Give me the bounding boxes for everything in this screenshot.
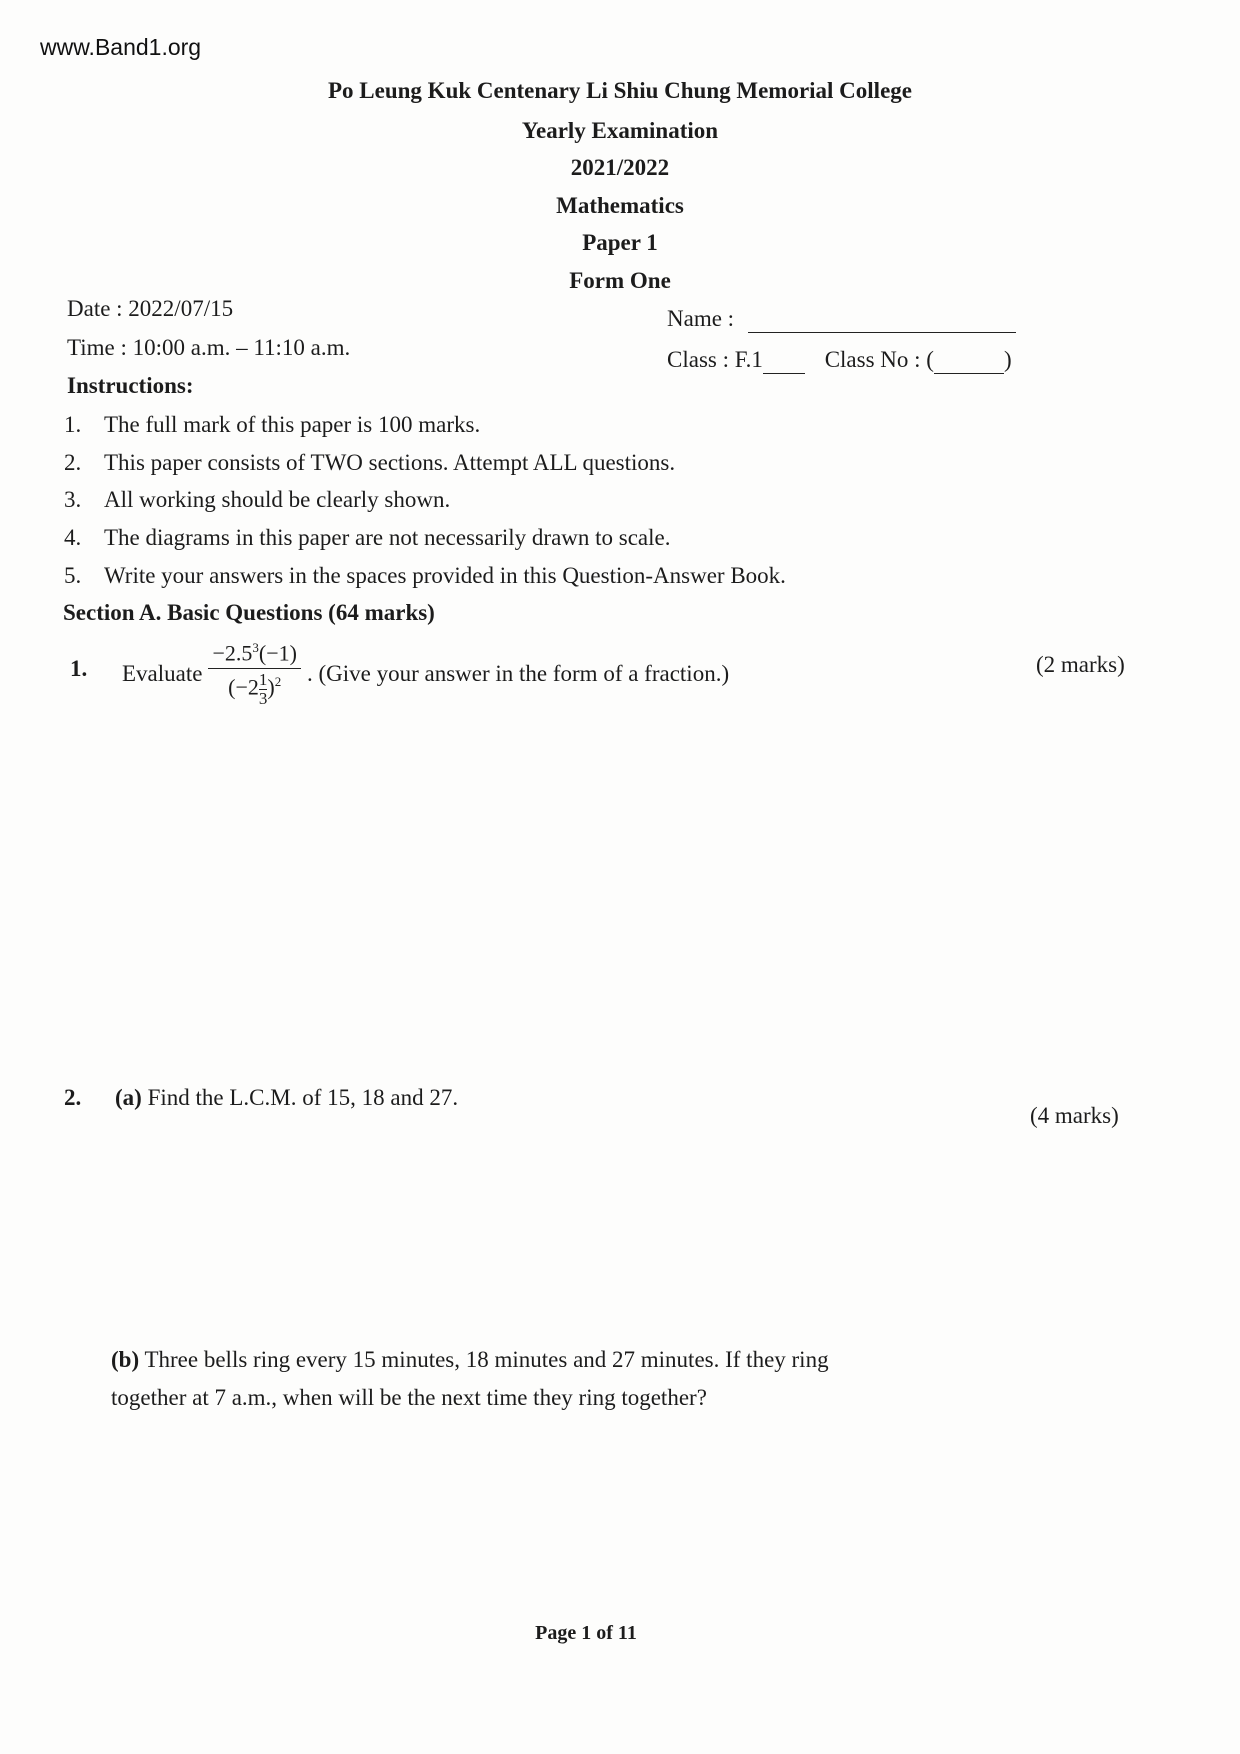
mixed-number-fraction: $\frac{1}{3}$ [258,670,268,709]
question-2-marks: (4 marks) [1030,1103,1119,1128]
question-2b-label: (b) [111,1347,140,1372]
question-1-verb: Evaluate [122,661,203,687]
question-2a-text: Find the L.C.M. of 15, 18 and 27. [147,1085,459,1110]
instructions-heading: Instructions: [67,373,194,398]
question-2b [111,1347,829,1373]
class-no-blank [934,347,1004,374]
question-2b-line1: Three bells ring every 15 minutes, 18 minutes and 27 minutes. If they ring [144,1347,829,1372]
class-label: Class : F.1 [667,347,763,372]
instruction-item: 5. Write your answers in the spaces provided in this Question-Answer Book. [64,563,786,588]
question-1-number: 1. [70,656,88,681]
class-blank [763,347,805,374]
name-label: Name : [667,306,735,331]
page-number: Page 1 of 11 [535,1622,637,1644]
class-field [667,347,1012,374]
exam-date: Date : 2022/07/15 [67,296,234,321]
section-a-heading: Section A. Basic Questions (64 marks) [63,600,435,625]
fraction-numerator: $-2.5^3(-1)$ [208,640,300,669]
question-1-instruction: . (Give your answer in the form of a fraction.) [306,661,730,687]
exam-title: Yearly Examination [521,118,719,143]
form-level: Form One [569,268,671,293]
class-no-label: Class No : ( [824,347,934,372]
question-2-number: 2. [64,1085,82,1110]
fraction-denominator: (−2 $\frac{1}{3}$ )$^2$ [228,670,282,709]
name-blank [748,306,1016,333]
paper-number: Paper 1 [582,230,658,255]
class-no-close: ) [1003,347,1012,372]
instruction-item: 1. The full mark of this paper is 100 marks. [64,412,481,437]
instruction-item: 3. All working should be clearly shown. [64,487,451,512]
question-1-marks: (2 marks) [1036,652,1125,677]
subject: Mathematics [556,193,684,218]
question-1-fraction [208,640,300,708]
name-field [667,306,1016,333]
instruction-item: 2. This paper consists of TWO sections. Attempt ALL questions. [64,450,676,475]
question-2b-line2: together at 7 a.m., when will be the next time they ring together? [111,1385,707,1410]
question-2a [115,1085,458,1111]
question-1-body [122,640,729,708]
question-2a-label: (a) [115,1085,142,1110]
watermark-url: www.Band1.org [40,34,202,60]
exam-time: Time : 10:00 a.m. – 11:10 a.m. [67,335,351,360]
school-name: Po Leung Kuk Centenary Li Shiu Chung Memorial College [328,78,912,103]
instruction-item: 4. The diagrams in this paper are not necessarily drawn to scale. [64,525,671,550]
academic-year: 2021/2022 [570,155,670,180]
